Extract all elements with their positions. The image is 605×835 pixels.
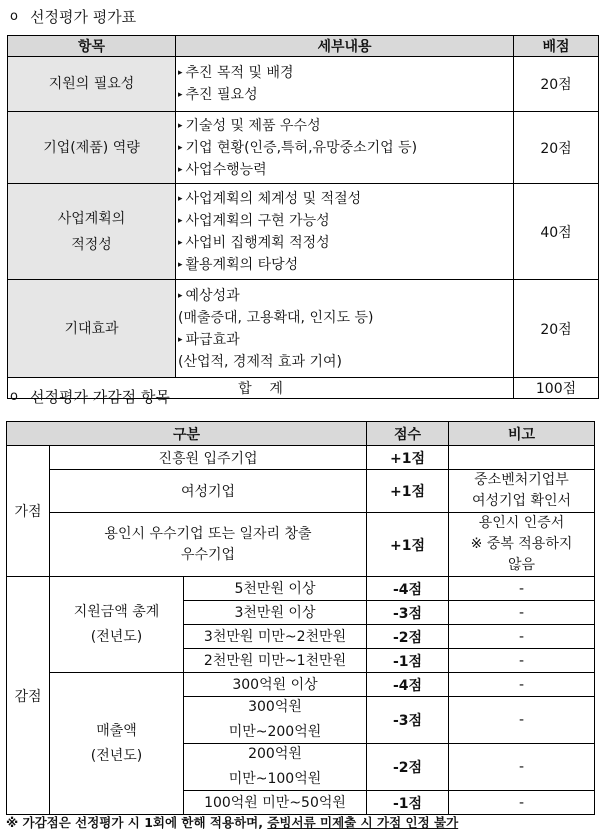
section1-bullet: o	[10, 9, 18, 24]
bonus-item-note-line: ※ 중복 적용하지	[470, 536, 573, 552]
evaluation-table	[7, 35, 599, 399]
header-score: 배점	[514, 36, 599, 57]
penalty-item-label: 300억원 이상	[184, 673, 367, 697]
detail-text: 사업계획의 구현 가능성	[185, 212, 330, 229]
evaluation-details-cell	[176, 112, 514, 184]
evaluation-score-cell: 20점	[514, 280, 599, 378]
penalty-item-label-line: 미만~200억원	[228, 724, 322, 740]
detail-text: 활용계획의 타당성	[185, 256, 299, 273]
detail-text: 추진 목적 및 배경	[185, 65, 294, 81]
footnote-underlined: 증빙서류 미제출 시 가점 인정 불가	[267, 815, 459, 830]
penalty-item-label-line: 미만~100억원	[228, 771, 322, 787]
penalty-subgroup-label-line: (전년도)	[90, 628, 143, 645]
penalty-subgroup-label	[50, 577, 184, 673]
penalty-group-label: 감점	[7, 577, 50, 815]
evaluation-item-label: 기업(제품) 역량	[43, 139, 140, 156]
evaluation-item-label: 사업계획의	[57, 210, 126, 227]
evaluation-item-label: 적정성	[71, 236, 112, 253]
bonus-item-label: 진흥원 입주기업	[50, 446, 367, 470]
penalty-item-score: -4점	[367, 673, 449, 697]
detail-line	[178, 329, 511, 351]
detail-line	[178, 188, 511, 210]
bonus-penalty-table	[6, 421, 595, 815]
penalty-item-note: -	[449, 577, 595, 601]
section1-heading	[10, 6, 136, 27]
bonus-item-note-line: 중소벤처기업부	[474, 472, 569, 488]
penalty-row	[7, 673, 595, 697]
triangle-bullet-icon: ▸	[178, 237, 183, 248]
bonus-item-note-line: 않음	[507, 557, 536, 573]
penalty-item-score: -2점	[367, 625, 449, 649]
triangle-bullet-icon: ▸	[178, 164, 183, 175]
evaluation-row	[8, 112, 599, 184]
triangle-bullet-icon: ▸	[178, 90, 183, 100]
evaluation-item-cell	[8, 184, 176, 280]
header-details: 세부내용	[176, 36, 514, 57]
penalty-item-label: 5천만원 이상	[184, 577, 367, 601]
bonus-row	[7, 446, 595, 470]
evaluation-row	[8, 280, 599, 378]
penalty-item-label-line: 200억원	[248, 746, 302, 762]
detail-text: 기술성 및 제품 우수성	[185, 117, 321, 134]
evaluation-header-row	[8, 36, 599, 57]
evaluation-score-cell: 20점	[514, 57, 599, 112]
detail-text: 기업 현황(인증,특허,유망중소기업 등)	[185, 139, 418, 156]
evaluation-details-cell	[176, 184, 514, 280]
detail-line	[178, 137, 511, 159]
penalty-item-note: -	[449, 673, 595, 697]
penalty-item-label: 2천만원 미만~1천만원	[184, 649, 367, 673]
detail-text: 예상성과	[185, 287, 240, 304]
triangle-bullet-icon: ▸	[178, 334, 183, 345]
penalty-item-score: -2점	[367, 744, 449, 791]
penalty-row	[7, 577, 595, 601]
bonus-item-label: 여성기업	[50, 470, 367, 513]
penalty-item-label: 100억원 미만~50억원	[184, 791, 367, 815]
section2-heading	[10, 386, 170, 407]
header-points: 점수	[367, 422, 449, 446]
detail-text: 추진 필요성	[185, 87, 258, 103]
header-category: 구분	[7, 422, 367, 446]
evaluation-row	[8, 57, 599, 112]
evaluation-score-cell: 40점	[514, 184, 599, 280]
evaluation-item-cell	[8, 280, 176, 378]
penalty-subgroup-label-line: (전년도)	[90, 747, 143, 764]
detail-line	[178, 210, 511, 232]
penalty-item-note: -	[449, 791, 595, 815]
total-label: 합 계	[8, 378, 514, 399]
evaluation-item-cell	[8, 57, 176, 112]
triangle-bullet-icon: ▸	[178, 215, 183, 226]
triangle-bullet-icon: ▸	[178, 193, 183, 204]
penalty-item-score: -1점	[367, 649, 449, 673]
penalty-item-label: 3천만원 미만~2천만원	[184, 625, 367, 649]
evaluation-item-cell	[8, 112, 176, 184]
evaluation-item-label: 기대효과	[64, 320, 119, 337]
bonus-item-score: +1점	[367, 446, 449, 470]
section1-title: 선정평가 평가표	[29, 8, 137, 26]
penalty-item-score: -1점	[367, 791, 449, 815]
penalty-item-label	[184, 744, 367, 791]
bonus-penalty-header-row	[7, 422, 595, 446]
header-item: 항목	[8, 36, 176, 57]
detail-line	[178, 115, 511, 137]
bonus-item-score: +1점	[367, 470, 449, 513]
bonus-item-note	[449, 513, 595, 577]
triangle-bullet-icon: ▸	[178, 68, 183, 78]
detail-line	[178, 232, 511, 254]
detail-line	[178, 351, 511, 373]
evaluation-score-cell: 20점	[514, 112, 599, 184]
bonus-item-note-line: 용인시 인증서	[478, 515, 565, 531]
detail-text: (산업적, 경제적 효과 기여)	[178, 353, 342, 370]
penalty-subgroup-label-line: 지원금액 총계	[73, 603, 160, 620]
penalty-subgroup-label	[50, 673, 184, 815]
triangle-bullet-icon: ▸	[178, 142, 183, 153]
bonus-row	[7, 470, 595, 513]
detail-text: 사업비 집행계획 적정성	[185, 234, 330, 251]
detail-text: 파급효과	[185, 331, 240, 348]
footnote-prefix: ※ 가감점은 선정평가 시 1회에 한해 적용하며,	[6, 815, 268, 830]
penalty-item-label	[184, 697, 367, 744]
bonus-item-note	[449, 446, 595, 470]
penalty-item-score: -3점	[367, 601, 449, 625]
bonus-item-label-line: 용인시 우수기업 또는 일자리 창출	[104, 525, 312, 542]
penalty-item-score: -3점	[367, 697, 449, 744]
detail-text: 사업계획의 체계성 및 적절성	[185, 190, 362, 207]
triangle-bullet-icon: ▸	[178, 290, 183, 301]
penalty-item-note: -	[449, 649, 595, 673]
section2-bullet: o	[10, 389, 18, 404]
bonus-item-label-line: 우수기업	[180, 546, 236, 563]
total-score: 100점	[514, 378, 599, 399]
detail-line	[178, 285, 511, 307]
triangle-bullet-icon: ▸	[178, 120, 183, 131]
evaluation-row	[8, 184, 599, 280]
bonus-group-label: 가점	[7, 446, 50, 577]
penalty-item-score: -4점	[367, 577, 449, 601]
detail-line	[178, 254, 511, 276]
bonus-item-note-line: 여성기업 확인서	[471, 493, 572, 509]
bonus-row	[7, 513, 595, 577]
penalty-item-label-line: 300억원	[248, 699, 302, 715]
penalty-item-note: -	[449, 697, 595, 744]
detail-text: 사업수행능력	[185, 161, 267, 178]
detail-line	[178, 307, 511, 329]
header-remarks: 비고	[449, 422, 595, 446]
footnote	[6, 813, 458, 831]
bonus-item-label	[50, 513, 367, 577]
detail-line	[178, 62, 511, 84]
triangle-bullet-icon: ▸	[178, 259, 183, 270]
penalty-item-note: -	[449, 625, 595, 649]
detail-text: (매출증대, 고용확대, 인지도 등)	[178, 309, 374, 326]
penalty-subgroup-label-line: 매출액	[96, 722, 137, 739]
detail-line	[178, 159, 511, 181]
detail-line	[178, 84, 511, 106]
evaluation-item-label: 지원의 필요성	[48, 76, 135, 92]
section2-title: 선정평가 가감점 항목	[29, 388, 170, 406]
bonus-item-note	[449, 470, 595, 513]
bonus-item-score: +1점	[367, 513, 449, 577]
evaluation-details-cell	[176, 57, 514, 112]
penalty-item-note: -	[449, 744, 595, 791]
evaluation-details-cell	[176, 280, 514, 378]
penalty-item-label: 3천만원 이상	[184, 601, 367, 625]
penalty-item-note: -	[449, 601, 595, 625]
